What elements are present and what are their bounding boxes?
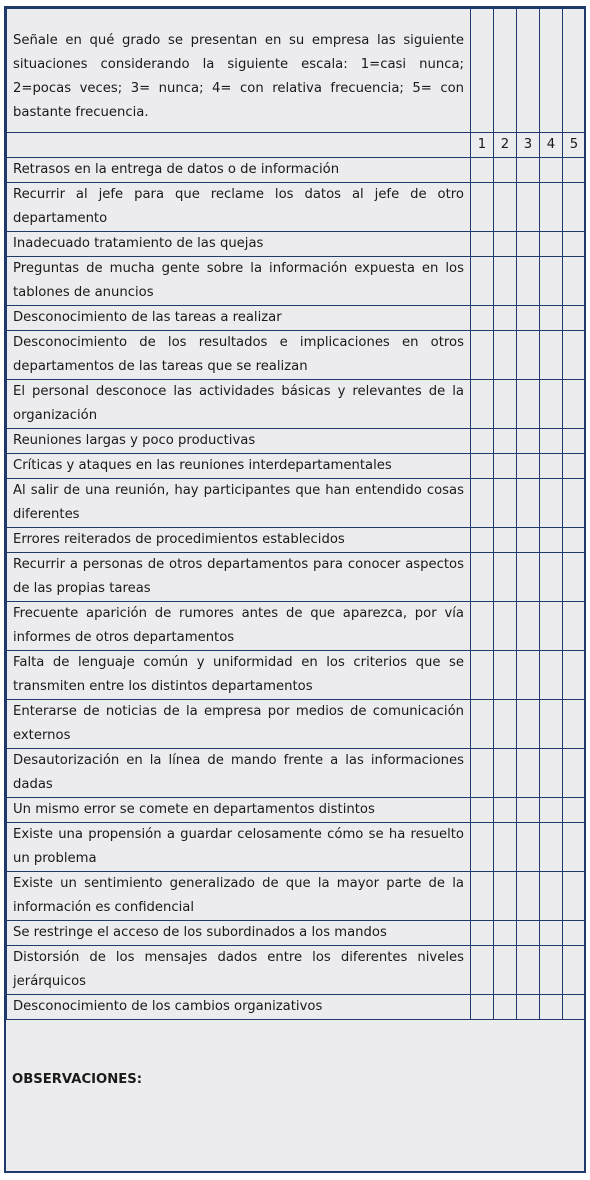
rating-cell-1[interactable]	[471, 823, 494, 872]
rating-cell-2[interactable]	[494, 479, 517, 528]
item-text: Desconocimiento de los resultados e implicaciones en otros departamentos de las tareas que se realizan	[7, 331, 471, 380]
scale-4-header: 4	[540, 133, 563, 158]
rating-cell-3[interactable]	[517, 528, 540, 553]
rating-cell-4[interactable]	[540, 380, 563, 429]
rating-cell-2[interactable]	[494, 158, 517, 183]
rating-cell-5[interactable]	[563, 798, 586, 823]
rating-cell-4[interactable]	[540, 872, 563, 921]
rating-cell-5[interactable]	[563, 553, 586, 602]
rating-cell-5[interactable]	[563, 380, 586, 429]
rating-cell-3[interactable]	[517, 921, 540, 946]
rating-cell-4[interactable]	[540, 183, 563, 232]
rating-cell-1[interactable]	[471, 454, 494, 479]
rating-cell-4[interactable]	[540, 331, 563, 380]
item-text: Desconocimiento de las tareas a realizar	[7, 306, 471, 331]
rating-cell-2[interactable]	[494, 454, 517, 479]
rating-cell-4[interactable]	[540, 798, 563, 823]
rating-cell-2[interactable]	[494, 872, 517, 921]
rating-cell-4[interactable]	[540, 823, 563, 872]
rating-cell-2[interactable]	[494, 749, 517, 798]
rating-cell-4[interactable]	[540, 479, 563, 528]
table-row	[7, 995, 586, 1020]
rating-cell-1[interactable]	[471, 602, 494, 651]
rating-cell-4[interactable]	[540, 429, 563, 454]
table-row	[7, 429, 586, 454]
rating-cell-5[interactable]	[563, 257, 586, 306]
rating-cell-1[interactable]	[471, 158, 494, 183]
item-text: Existe un sentimiento generalizado de que la mayor parte de la información es confidencial	[7, 872, 471, 921]
rating-cell-1[interactable]	[471, 921, 494, 946]
rating-cell-3[interactable]	[517, 995, 540, 1020]
rating-cell-1[interactable]	[471, 479, 494, 528]
rating-cell-2[interactable]	[494, 553, 517, 602]
rating-cell-5[interactable]	[563, 602, 586, 651]
table-row	[7, 651, 586, 700]
rating-cell-5[interactable]	[563, 232, 586, 257]
rating-cell-1[interactable]	[471, 700, 494, 749]
rating-cell-5[interactable]	[563, 429, 586, 454]
item-text: Desautorización en la línea de mando frente a las informaciones dadas	[7, 749, 471, 798]
intro-blank-cell	[563, 9, 586, 133]
rating-cell-2[interactable]	[494, 700, 517, 749]
rating-cell-3[interactable]	[517, 331, 540, 380]
rating-cell-4[interactable]	[540, 651, 563, 700]
rating-cell-1[interactable]	[471, 553, 494, 602]
rating-cell-1[interactable]	[471, 528, 494, 553]
rating-cell-1[interactable]	[471, 946, 494, 995]
item-text: Reuniones largas y poco productivas	[7, 429, 471, 454]
rating-cell-2[interactable]	[494, 995, 517, 1020]
rating-cell-5[interactable]	[563, 479, 586, 528]
rating-cell-1[interactable]	[471, 232, 494, 257]
rating-cell-2[interactable]	[494, 602, 517, 651]
rating-cell-4[interactable]	[540, 158, 563, 183]
rating-cell-1[interactable]	[471, 331, 494, 380]
rating-cell-4[interactable]	[540, 232, 563, 257]
observaciones-area[interactable]	[10, 1098, 580, 1168]
rating-cell-2[interactable]	[494, 651, 517, 700]
rating-cell-2[interactable]	[494, 946, 517, 995]
intro-row	[7, 9, 586, 133]
table-row	[7, 331, 586, 380]
rating-cell-3[interactable]	[517, 306, 540, 331]
rating-cell-1[interactable]	[471, 183, 494, 232]
item-text: Inadecuado tratamiento de las quejas	[7, 232, 471, 257]
rating-cell-2[interactable]	[494, 429, 517, 454]
questionnaire-sheet	[4, 6, 586, 1173]
table-row	[7, 257, 586, 306]
survey-table	[6, 8, 586, 1020]
item-text: Recurrir al jefe para que reclame los datos al jefe de otro departamento	[7, 183, 471, 232]
table-row	[7, 306, 586, 331]
table-row	[7, 749, 586, 798]
rating-cell-4[interactable]	[540, 553, 563, 602]
scale-2-header: 2	[494, 133, 517, 158]
rating-cell-3[interactable]	[517, 479, 540, 528]
rating-cell-4[interactable]	[540, 946, 563, 995]
rating-cell-4[interactable]	[540, 257, 563, 306]
rating-cell-3[interactable]	[517, 823, 540, 872]
rating-cell-5[interactable]	[563, 749, 586, 798]
rating-cell-4[interactable]	[540, 749, 563, 798]
rating-cell-5[interactable]	[563, 995, 586, 1020]
rating-cell-5[interactable]	[563, 946, 586, 995]
rating-cell-2[interactable]	[494, 921, 517, 946]
scale-header-blank	[7, 133, 471, 158]
scale-3-header: 3	[517, 133, 540, 158]
table-row	[7, 872, 586, 921]
rating-cell-1[interactable]	[471, 306, 494, 331]
item-text: Al salir de una reunión, hay participantes que han entendido cosas diferentes	[7, 479, 471, 528]
rating-cell-1[interactable]	[471, 872, 494, 921]
rating-cell-3[interactable]	[517, 602, 540, 651]
rating-cell-3[interactable]	[517, 872, 540, 921]
rating-cell-1[interactable]	[471, 257, 494, 306]
item-text: Retrasos en la entrega de datos o de información	[7, 158, 471, 183]
item-text: Distorsión de los mensajes dados entre los diferentes niveles jerárquicos	[7, 946, 471, 995]
item-text: Frecuente aparición de rumores antes de que aparezca, por vía informes de otros departamentos	[7, 602, 471, 651]
item-text: Preguntas de mucha gente sobre la información expuesta en los tablones de anuncios	[7, 257, 471, 306]
rating-cell-3[interactable]	[517, 380, 540, 429]
rating-cell-1[interactable]	[471, 995, 494, 1020]
item-text: Falta de lenguaje común y uniformidad en los criterios que se transmiten entre los distintos departamentos	[7, 651, 471, 700]
rating-cell-3[interactable]	[517, 158, 540, 183]
rating-cell-2[interactable]	[494, 528, 517, 553]
item-text: Existe una propensión a guardar celosamente cómo se ha resuelto un problema	[7, 823, 471, 872]
table-row	[7, 454, 586, 479]
item-text: Recurrir a personas de otros departamentos para conocer aspectos de las propias tareas	[7, 553, 471, 602]
intro-blank-cell	[540, 9, 563, 133]
observaciones-label: OBSERVACIONES:	[12, 1072, 143, 1087]
item-text: Críticas y ataques en las reuniones interdepartamentales	[7, 454, 471, 479]
item-text: Se restringe el acceso de los subordinados a los mandos	[7, 921, 471, 946]
rating-cell-5[interactable]	[563, 183, 586, 232]
item-text: Un mismo error se comete en departamentos distintos	[7, 798, 471, 823]
item-text: Enterarse de noticias de la empresa por medios de comunicación externos	[7, 700, 471, 749]
table-row	[7, 479, 586, 528]
rating-cell-2[interactable]	[494, 331, 517, 380]
intro-blank-cell	[471, 9, 494, 133]
rating-cell-1[interactable]	[471, 429, 494, 454]
rating-cell-5[interactable]	[563, 651, 586, 700]
item-text: El personal desconoce las actividades básicas y relevantes de la organización	[7, 380, 471, 429]
rating-cell-1[interactable]	[471, 380, 494, 429]
rating-cell-2[interactable]	[494, 183, 517, 232]
rating-cell-4[interactable]	[540, 921, 563, 946]
intro-blank-cell	[494, 9, 517, 133]
rating-cell-5[interactable]	[563, 454, 586, 479]
rating-cell-1[interactable]	[471, 651, 494, 700]
rating-cell-2[interactable]	[494, 232, 517, 257]
rating-cell-4[interactable]	[540, 995, 563, 1020]
rating-cell-4[interactable]	[540, 602, 563, 651]
table-row	[7, 553, 586, 602]
rating-cell-3[interactable]	[517, 651, 540, 700]
table-row	[7, 946, 586, 995]
rating-cell-2[interactable]	[494, 257, 517, 306]
table-row	[7, 380, 586, 429]
scale-1-header: 1	[471, 133, 494, 158]
table-row	[7, 183, 586, 232]
rating-cell-5[interactable]	[563, 872, 586, 921]
rating-cell-3[interactable]	[517, 749, 540, 798]
intro-text: Señale en qué grado se presentan en su empresa las siguiente situaciones considerando la siguiente escala: 1=casi nunca; 2=pocas veces; 3= nunca; 4= con relativa frecuencia; 5= con bastante frecuencia.	[7, 9, 471, 133]
table-row	[7, 823, 586, 872]
rating-cell-4[interactable]	[540, 700, 563, 749]
rating-cell-2[interactable]	[494, 798, 517, 823]
table-row	[7, 158, 586, 183]
rating-cell-3[interactable]	[517, 232, 540, 257]
scale-5-header: 5	[563, 133, 586, 158]
rating-cell-2[interactable]	[494, 306, 517, 331]
rating-cell-5[interactable]	[563, 700, 586, 749]
table-row	[7, 528, 586, 553]
rating-cell-2[interactable]	[494, 380, 517, 429]
rating-cell-2[interactable]	[494, 823, 517, 872]
rating-cell-3[interactable]	[517, 257, 540, 306]
rating-cell-3[interactable]	[517, 798, 540, 823]
rating-cell-5[interactable]	[563, 921, 586, 946]
intro-blank-cell	[517, 9, 540, 133]
rating-cell-4[interactable]	[540, 454, 563, 479]
table-row	[7, 232, 586, 257]
rating-cell-3[interactable]	[517, 700, 540, 749]
rating-cell-5[interactable]	[563, 823, 586, 872]
rating-cell-3[interactable]	[517, 946, 540, 995]
item-text: Errores reiterados de procedimientos establecidos	[7, 528, 471, 553]
rating-cell-3[interactable]	[517, 454, 540, 479]
rating-cell-5[interactable]	[563, 528, 586, 553]
scale-header-row	[7, 133, 586, 158]
table-row	[7, 798, 586, 823]
item-text: Desconocimiento de los cambios organizativos	[7, 995, 471, 1020]
rating-cell-5[interactable]	[563, 158, 586, 183]
rating-cell-3[interactable]	[517, 553, 540, 602]
rating-cell-3[interactable]	[517, 183, 540, 232]
rating-cell-5[interactable]	[563, 306, 586, 331]
rating-cell-3[interactable]	[517, 429, 540, 454]
rating-cell-5[interactable]	[563, 331, 586, 380]
rating-cell-4[interactable]	[540, 306, 563, 331]
table-row	[7, 921, 586, 946]
table-row	[7, 700, 586, 749]
rating-cell-4[interactable]	[540, 528, 563, 553]
rating-cell-1[interactable]	[471, 749, 494, 798]
table-row	[7, 602, 586, 651]
rating-cell-1[interactable]	[471, 798, 494, 823]
